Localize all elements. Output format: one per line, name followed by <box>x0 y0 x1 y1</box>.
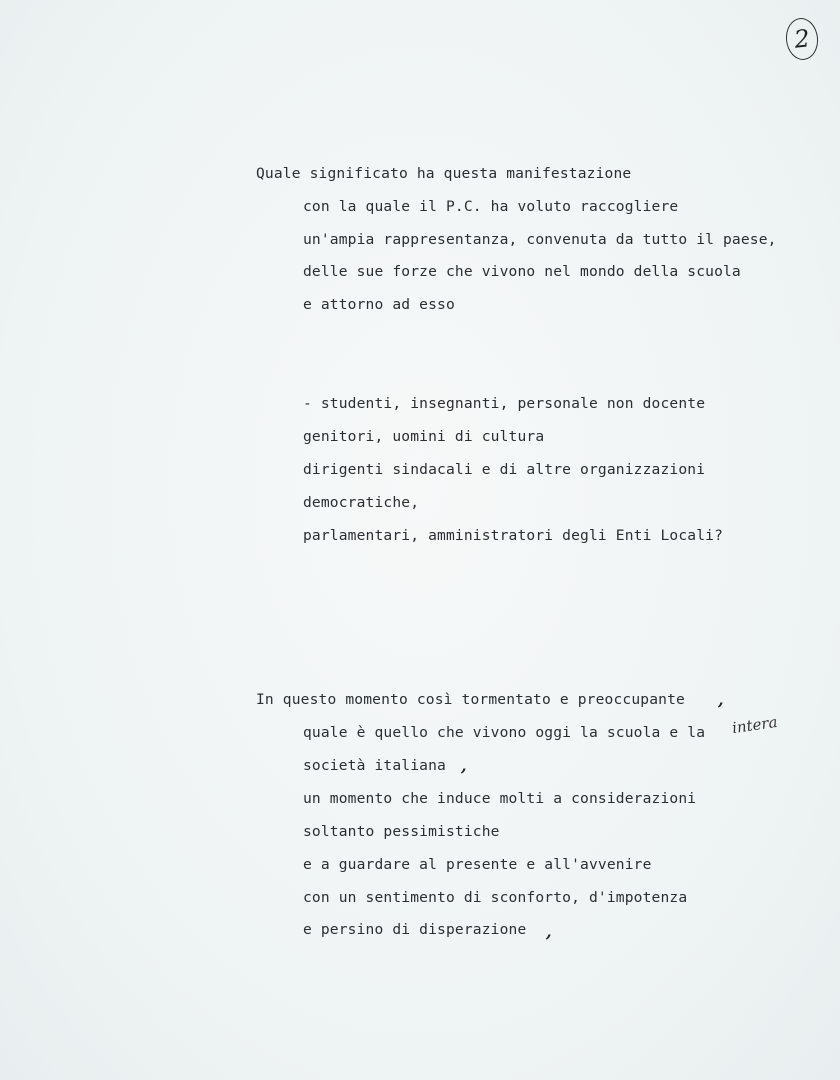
handwritten-comma: , <box>546 922 552 941</box>
page-number: 2 <box>784 16 820 61</box>
text-line: un'ampia rappresentanza, convenuta da tutto il paese, <box>303 231 777 248</box>
text-line: un momento che induce molti a considerazioni <box>303 790 697 807</box>
text-line: con un sentimento di sconforto, d'impotenza <box>303 889 688 906</box>
text-line: delle sue forze che vivono nel mondo della scuola <box>303 263 741 280</box>
text-line: con la quale il P.C. ha voluto raccogliere <box>303 198 679 215</box>
text-line: e attorno ad esso <box>303 296 455 313</box>
text-line: soltanto pessimistiche <box>303 823 500 840</box>
text-line: In questo momento così tormentato e preoccupante <box>256 691 685 708</box>
text-line: e a guardare al presente e all'avvenire <box>303 856 652 873</box>
text-line: parlamentari, amministratori degli Enti Locali? <box>303 527 724 544</box>
text-line: e persino di disperazione <box>303 921 527 938</box>
handwritten-insertion: intera <box>730 712 779 738</box>
text-line: genitori, uomini di cultura <box>303 428 545 445</box>
text-line: dirigenti sindacali e di altre organizzazioni <box>303 461 706 478</box>
handwritten-comma: , <box>461 756 467 775</box>
handwritten-comma: , <box>718 690 724 709</box>
text-line: società italiana <box>303 757 446 774</box>
text-line: quale è quello che vivono oggi la scuola e la <box>303 724 706 741</box>
text-line: Quale significato ha questa manifestazione <box>256 165 632 182</box>
text-line: - studenti, insegnanti, personale non docente <box>303 395 706 412</box>
text-line: democratiche, <box>303 494 420 511</box>
